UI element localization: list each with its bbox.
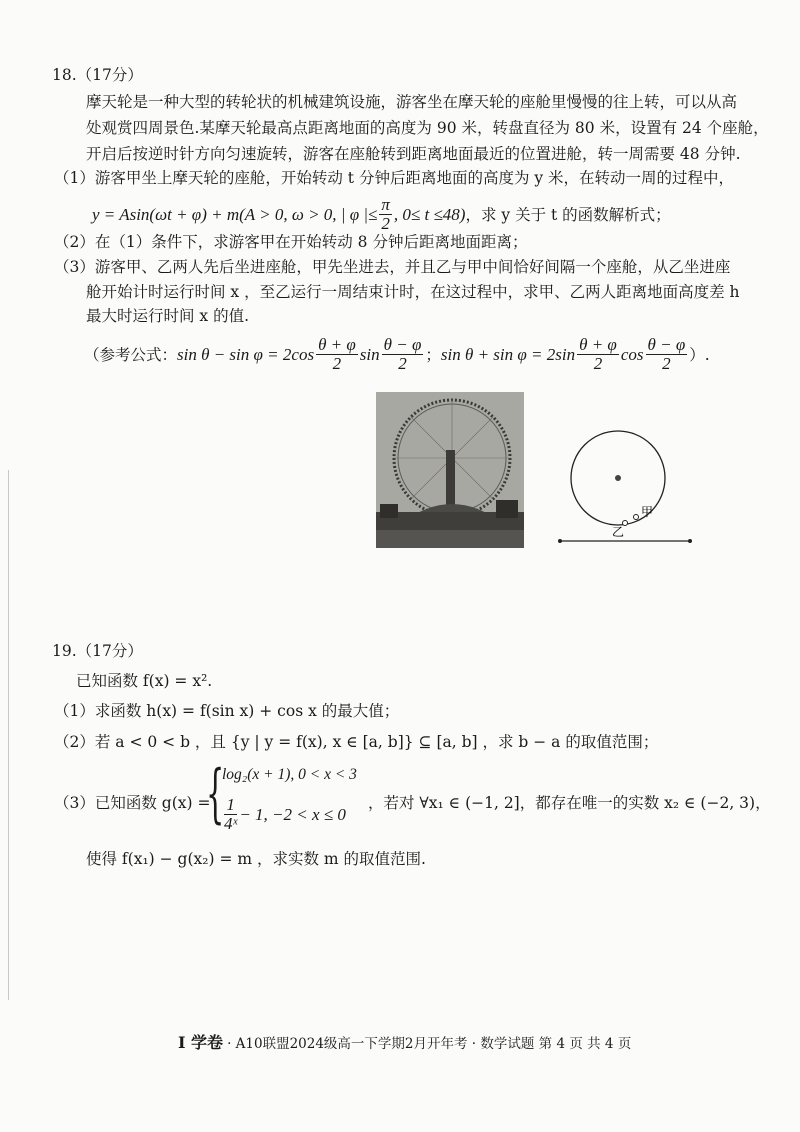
one-over-4-power-x bbox=[224, 796, 237, 833]
fraction-denominator: 2 bbox=[662, 354, 671, 373]
ferris-wheel-photo bbox=[376, 392, 524, 548]
fraction-numerator: θ − φ bbox=[647, 335, 686, 354]
q18-part3-line-3: 最大时运行时间 x 的值. bbox=[86, 307, 250, 325]
ref-end: ）. bbox=[689, 345, 710, 364]
formula-tail: ，求 y 关于 t 的函数解析式； bbox=[465, 205, 671, 224]
q19-part3-label: （3）已知函数 g(x) = bbox=[54, 794, 211, 812]
formula-domain: , 0≤ t ≤48) bbox=[393, 204, 466, 224]
ref-formula-2: sin θ + sin φ = 2sin bbox=[440, 344, 576, 364]
wheel-center-point bbox=[615, 475, 621, 481]
page-footer bbox=[178, 1030, 631, 1053]
ref-f2-cos: cos bbox=[620, 344, 644, 364]
case-2-rest: − 1, −2 < x ≤ 0 bbox=[239, 804, 346, 824]
ref-label: （参考公式： bbox=[84, 345, 178, 364]
q18-intro-line-1: 摩天轮是一种大型的转轮状的机械建筑设施，游客坐在摩天轮的座舱里慢慢的往上转，可以从高 bbox=[86, 93, 738, 111]
fraction-numerator: 1 bbox=[226, 795, 235, 814]
piecewise-case-1: log₂(x + 1), 0 < x < 3 bbox=[222, 766, 357, 783]
q19-part2: （2）若 a < 0 < b ，且 {y | y = f(x), x ∈ [a, b]} ⊆ [a, b] ，求 b − a 的取值范围； bbox=[54, 733, 659, 751]
q19-part3-last-line: 使得 f(x₁) − g(x₂) = m ，求实数 m 的取值范围. bbox=[86, 850, 426, 868]
formula-main: y = Asin(ωt + φ) + m(A > 0, ω > 0, | φ |≤ bbox=[92, 204, 378, 224]
q18-part1-formula bbox=[92, 196, 671, 233]
ref-formula-1: sin θ − sin φ = 2cos bbox=[177, 344, 315, 364]
ref-f1-frac-2 bbox=[382, 336, 424, 373]
ref-f1-frac-1 bbox=[316, 336, 358, 373]
point-jia bbox=[634, 515, 639, 520]
fraction-denominator: 2 bbox=[593, 354, 603, 373]
fraction-numerator: θ + φ bbox=[579, 335, 617, 354]
fraction-numerator: θ − φ bbox=[383, 335, 422, 354]
q18-intro-line-3: 开启后按逆时针方向匀速旋转，游客在座舱转到距离地面最近的位置进舱，转一周需要 48 分钟. bbox=[86, 145, 741, 163]
piecewise-brace: { bbox=[206, 757, 225, 831]
q19-part1: （1）求函数 h(x) = f(sin x) + cos x 的最大值； bbox=[54, 702, 400, 720]
fraction-denominator: 2 bbox=[381, 214, 390, 233]
q18-heading: 18.（17分） bbox=[52, 66, 143, 84]
fraction-denominator: 4ˣ bbox=[224, 814, 238, 833]
q18-part3-line-2: 舱开始计时运行时间 x ，至乙运行一周结束计时，在这过程中，求甲、乙两人距离地面高度差 h bbox=[86, 283, 740, 301]
q19-heading: 19.（17分） bbox=[52, 642, 143, 660]
fraction-numerator: π bbox=[381, 195, 390, 214]
ground-left-end bbox=[558, 539, 562, 543]
footer-brand-logo: 𝐈 学卷 bbox=[178, 1033, 224, 1052]
q18-intro-line-2: 处观赏四周景色.某摩天轮最高点距离地面的高度为 90 米，转盘直径为 80 米，设置有 24 个座舱， bbox=[86, 119, 769, 137]
footer-text: · A10联盟2024级高一下学期2月开年考 · 数学试题 第 4 页 共 4 页 bbox=[227, 1035, 632, 1052]
q19-given: 已知函数 f(x) = x². bbox=[76, 672, 213, 690]
fraction-denominator: 2 bbox=[332, 354, 342, 373]
q18-part3-line-1: （3）游客甲、乙两人先后坐进座舱，甲先坐进去，并且乙与甲中间恰好间隔一个座舱，从乙坐进座 bbox=[54, 258, 731, 276]
q19-part3-condition: ，若对 ∀x₁ ∈ (−1, 2]，都存在唯一的实数 x₂ ∈ (−2, 3)， bbox=[368, 794, 771, 812]
q18-part2: （2）在（1）条件下，求游客甲在开始转动 8 分钟后距离地面距离； bbox=[54, 233, 528, 251]
ground-right-end bbox=[688, 539, 692, 543]
q18-reference-formulas bbox=[84, 336, 710, 373]
ref-f1-sin: sin bbox=[359, 344, 380, 364]
label-jia: 甲 bbox=[641, 505, 654, 519]
q18-part1: （1）游客甲坐上摩天轮的座舱，开始转动 t 分钟后距离地面的高度为 y 米，在转动一周的过程中， bbox=[54, 169, 735, 187]
label-yi: 乙 bbox=[612, 525, 625, 539]
left-margin-rule bbox=[8, 470, 9, 1000]
pi-over-2-fraction bbox=[379, 196, 392, 233]
ref-separator: ； bbox=[425, 345, 441, 364]
fraction-denominator: 2 bbox=[398, 354, 407, 373]
ferris-wheel-photo-art bbox=[376, 392, 524, 548]
ref-f2-frac-2 bbox=[646, 336, 688, 373]
ferris-wheel-diagram bbox=[550, 424, 700, 548]
ref-f2-frac-1 bbox=[577, 336, 619, 373]
fraction-numerator: θ + φ bbox=[318, 335, 356, 354]
piecewise-case-2 bbox=[222, 796, 346, 833]
